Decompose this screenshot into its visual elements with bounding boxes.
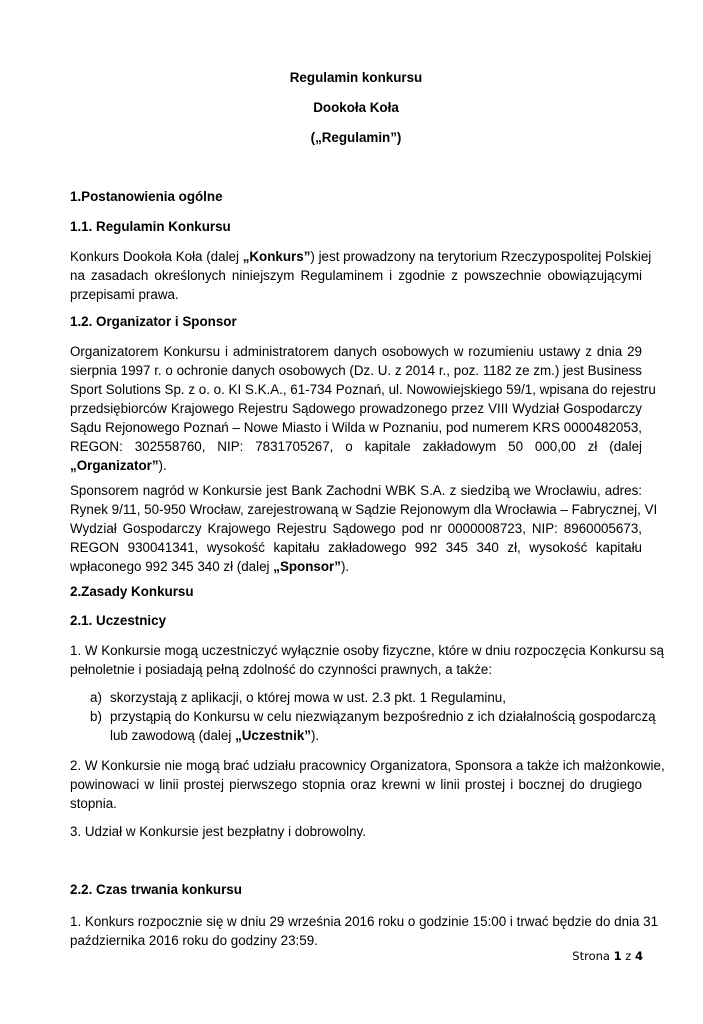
section-2-1-heading: 2.1. Uczestnicy — [70, 613, 167, 628]
free-participation-paragraph — [70, 822, 642, 841]
list-item-text: przystąpią do Konkursu w celu niezwiązanym bezpośrednio z ich działalnością gospodarczą lub zawodową (dalej „Uczestnik”). — [110, 709, 656, 743]
text-line: 1. Konkurs rozpocznie się w dniu 29 września 2016 roku o godzinie 15:00 i trwać będzie do dnia 31 — [70, 914, 659, 929]
list-item-text: skorzystają z aplikacji, o której mowa w ust. 2.3 pkt. 1 Regulaminu, — [110, 690, 506, 705]
text-line: 3. Udział w Konkursie jest bezpłatny i dobrowolny. — [70, 824, 366, 839]
text-line: Sport Solutions Sp. z o. o. KI S.K.A., 61-734 Poznań, ul. Nowowiejskiego 59/1, wpisana do rejestru — [70, 382, 656, 397]
section-1-1-paragraph — [70, 247, 652, 304]
document-title: Regulamin konkursu — [289, 70, 423, 85]
section-2-2-heading: 2.2. Czas trwania konkursu — [70, 882, 242, 897]
text-line: pełnoletnie i posiadają pełną zdolność do czynności prawnych, a także: — [70, 662, 493, 677]
text-line: października 2016 roku do godziny 23:59. — [70, 933, 318, 948]
text-line: 2. W Konkursie nie mogą brać udziału pracownicy Organizatora, Sponsora a także ich małżonkowie, — [70, 758, 665, 773]
text-line: na zasadach określonych niniejszym Regulaminem i zgodnie z powszechnie obowiązującymi — [70, 268, 642, 283]
sponsor-paragraph — [70, 481, 658, 576]
text-line: przedsiębiorców Krajowego Rejestru Sądowego prowadzonego przez VIII Wydział Gospodarczy — [70, 401, 642, 416]
text-line: Sądu Rejonowego Poznań – Nowe Miasto i Wilda w Poznaniu, pod numerem KRS 0000482053, — [70, 420, 642, 435]
text-line: Konkurs Dookoła Koła (dalej „Konkurs”) jest prowadzony na terytorium Rzeczypospolitej Polskiej — [70, 249, 652, 264]
text-line: Wydział Gospodarczy Krajowego Rejestru Sądowego pod nr 0000008723, NIP: 8960005673, — [70, 521, 642, 536]
text-line: „Organizator”). — [70, 458, 167, 473]
text-line: Sponsorem nagród w Konkursie jest Bank Zachodni WBK S.A. z siedzibą we Wrocławiu, adres: — [70, 483, 642, 498]
exclusions-paragraph — [70, 756, 665, 813]
text-line: REGON: 302558760, NIP: 7831705267, o kapitale zakładowym 50 000,00 zł (dalej — [70, 439, 642, 454]
organizer-paragraph — [70, 342, 656, 475]
text-line: powinowaci w linii prostej pierwszego stopnia oraz krewni w linii prostej i bocznej do drugiego — [70, 777, 642, 792]
section-1-1-heading: 1.1. Regulamin Konkursu — [70, 219, 231, 234]
section-1-heading: 1.Postanowienia ogólne — [70, 189, 223, 204]
contest-name: Dookoła Koła — [313, 100, 399, 115]
document-alias: („Regulamin”) — [310, 130, 402, 145]
text-line: 1. W Konkursie mogą uczestniczyć wyłącznie osoby fizyczne, które w dniu rozpoczęcia Konkursu są — [70, 643, 664, 658]
text-line: REGON 930041341, wysokość kapitału zakładowego 992 345 340 zł, wysokość kapitału — [70, 540, 642, 555]
section-1-2-heading: 1.2. Organizator i Sponsor — [70, 314, 237, 329]
duration-paragraph — [70, 912, 659, 950]
participants-paragraph — [70, 641, 664, 679]
text-line: wpłaconego 992 345 340 zł (dalej „Sponsor”). — [70, 559, 350, 574]
text-line: Organizatorem Konkursu i administratorem danych osobowych w rozumieniu ustawy z dnia 29 — [70, 344, 642, 359]
list-marker: b) — [90, 709, 102, 724]
text-line: przepisami prawa. — [70, 287, 179, 302]
text-line: stopnia. — [70, 796, 117, 811]
section-2-heading: 2.Zasady Konkursu — [70, 584, 194, 599]
text-line: sierpnia 1997 r. o ochronie danych osobowych (Dz. U. z 2014 r., poz. 1182 ze zm.) jest Business — [70, 363, 642, 378]
page-number: Strona 1 z 4 — [572, 949, 643, 963]
list-marker: a) — [90, 690, 102, 705]
text-line: Rynek 9/11, 50-950 Wrocław, zarejestrowaną w Sądzie Rejonowym dla Wrocławia – Fabrycznej, VI — [70, 502, 658, 517]
